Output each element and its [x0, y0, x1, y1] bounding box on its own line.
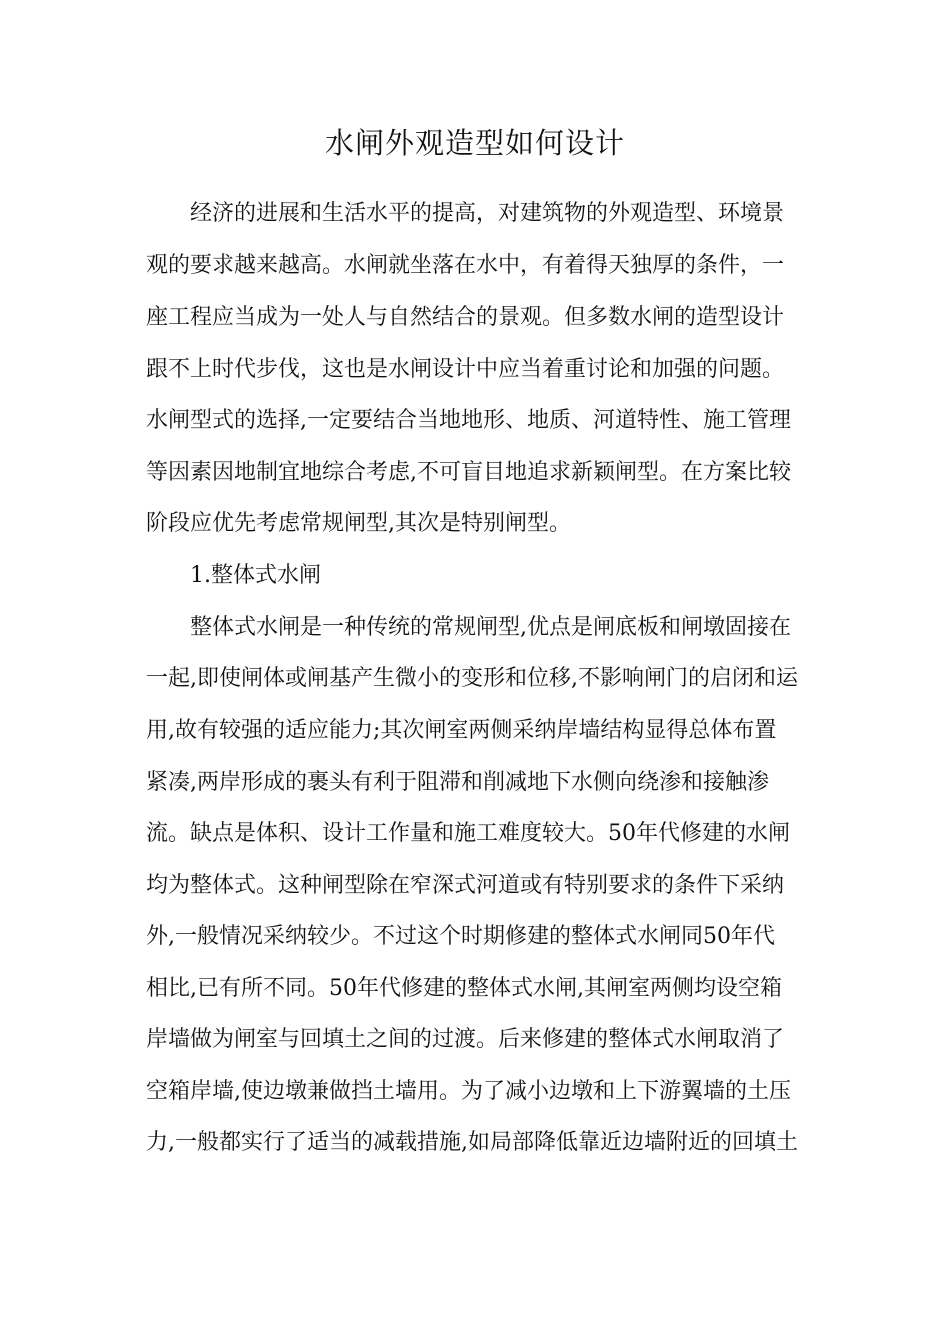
paragraph-line: 水闸型式的选择,一定要结合当地地形、地质、河道特性、施工管理: [146, 408, 791, 433]
paragraph-line: 阶段应优先考虑常规闸型,其次是特别闸型。: [146, 511, 571, 536]
paragraph-line: 力,一般都实行了适当的减载措施,如局部降低靠近边墙附近的回填土: [146, 1130, 798, 1155]
paragraph-line: 紧凑,两岸形成的裹头有利于阻滞和削减地下水侧向绕渗和接触渗: [146, 770, 769, 795]
paragraph-line: 岸墙做为闸室与回填土之间的过渡。后来修建的整体式水闸取消了: [146, 1027, 785, 1052]
paragraph-line: 相比,已有所不同。50年代修建的整体式水闸,其闸室两侧均设空箱: [146, 976, 782, 1001]
paragraph-line: 外,一般情况采纳较少。不过这个时期修建的整体式水闸同50年代: [146, 924, 775, 949]
paragraph-line: 跟不上时代步伐，这也是水闸设计中应当着重讨论和加强的问题。: [146, 357, 785, 382]
paragraph-line: 经济的进展和生活水平的提高，对建筑物的外观造型、环境景: [190, 201, 785, 226]
paragraph-line: 座工程应当成为一处人与自然结合的景观。但多数水闸的造型设计: [146, 305, 785, 330]
paragraph-line: 空箱岸墙,使边墩兼做挡土墙用。为了减小边墩和上下游翼墙的土压: [146, 1079, 791, 1104]
paragraph-line: 观的要求越来越高。水闸就坐落在水中，有着得天独厚的条件，一: [146, 253, 785, 278]
paragraph-line: 均为整体式。这种闸型除在窄深式河道或有特别要求的条件下采纳: [146, 873, 785, 898]
paragraph-line: 整体式水闸是一种传统的常规闸型,优点是闸底板和闸墩固接在: [190, 615, 791, 640]
document-title: 水闸外观造型如何设计: [324, 126, 625, 160]
paragraph-line: 用,故有较强的适应能力;其次闸室两侧采纳岸墙结构显得总体布置: [146, 718, 777, 743]
paragraph-line: 流。缺点是体积、设计工作量和施工难度较大。50年代修建的水闸: [146, 821, 790, 846]
section-heading: 1.整体式水闸: [190, 563, 321, 588]
paragraph-line: 等因素因地制宜地综合考虑,不可盲目地追求新颖闸型。在方案比较: [146, 460, 791, 485]
paragraph-line: 一起,即使闸体或闸基产生微小的变形和位移,不影响闸门的启闭和运: [146, 666, 798, 691]
